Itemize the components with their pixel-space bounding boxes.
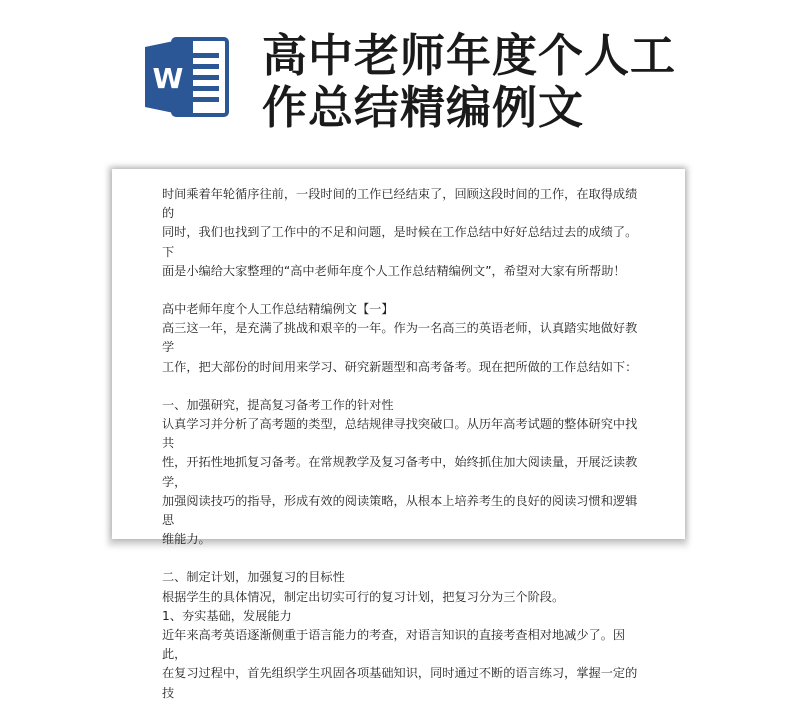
subsection-heading: 1、夯实基础，发展能力	[162, 608, 292, 623]
essay-heading: 高中老师年度个人工作总结精编例文【一】	[162, 302, 394, 317]
paragraph-gap	[162, 377, 642, 396]
title-line-2: 作总结精编例文	[262, 81, 585, 134]
body-line: 工作，把大部份的时间用来学习、研究新题型和高考备考。现在把所做的工作总结如下：	[162, 359, 638, 374]
paragraph-gap	[162, 281, 642, 300]
page-title	[262, 30, 732, 134]
body-line: 维能力。	[162, 532, 211, 547]
intro-line: 时间乘着年轮循序往前，一段时间的工作已经结束了，回顾这段时间的工作，在取得成绩的	[162, 187, 638, 221]
paragraph-gap	[162, 549, 642, 568]
logo-letter: W	[152, 62, 184, 95]
body-line: 根据学生的具体情况，制定出切实可行的复习计划，把复习分为三个阶段。	[162, 589, 565, 604]
body-line: 在复习过程中，首先组织学生巩固各项基础知识，同时通过不断的语言练习，掌握一定的技	[162, 666, 638, 700]
body-line: 高三这一年，是充满了挑战和艰辛的一年。作为一名高三的英语老师，认真踏实地做好教学	[162, 321, 638, 355]
body-line: 认真学习并分析了高考题的类型，总结规律寻找突破口。从历年高考试题的整体研究中找共	[162, 417, 638, 451]
body-line: 加强阅读技巧的指导，形成有效的阅读策略，从根本上培养考生的良好的阅读习惯和逻辑思	[162, 493, 638, 528]
header	[0, 0, 800, 150]
section-heading: 二、制定计划，加强复习的目标性	[162, 570, 345, 585]
section-heading: 一、加强研究，提高复习备考工作的针对性	[162, 397, 394, 412]
word-document-icon	[143, 33, 231, 121]
document-page	[112, 169, 685, 700]
document-body	[162, 185, 642, 703]
body-line: 近年来高考英语逐渐侧重于语言能力的考查，对语言知识的直接考查相对地减少了。因此，	[162, 628, 626, 662]
body-line: 性，开拓性地抓复习备考。在常规教学及复习备考中，始终抓住加大阅读量，开展泛读教学，	[162, 455, 638, 489]
intro-line: 同时，我们也找到了工作中的不足和问题，是时候在工作总结中好好总结过去的成绩了。下	[162, 225, 638, 259]
title-line-1: 高中老师年度个人工	[262, 29, 677, 82]
intro-line: 面是小编给大家整理的“高中老师年度个人工作总结精编例文”，希望对大家有所帮助！	[162, 263, 626, 278]
